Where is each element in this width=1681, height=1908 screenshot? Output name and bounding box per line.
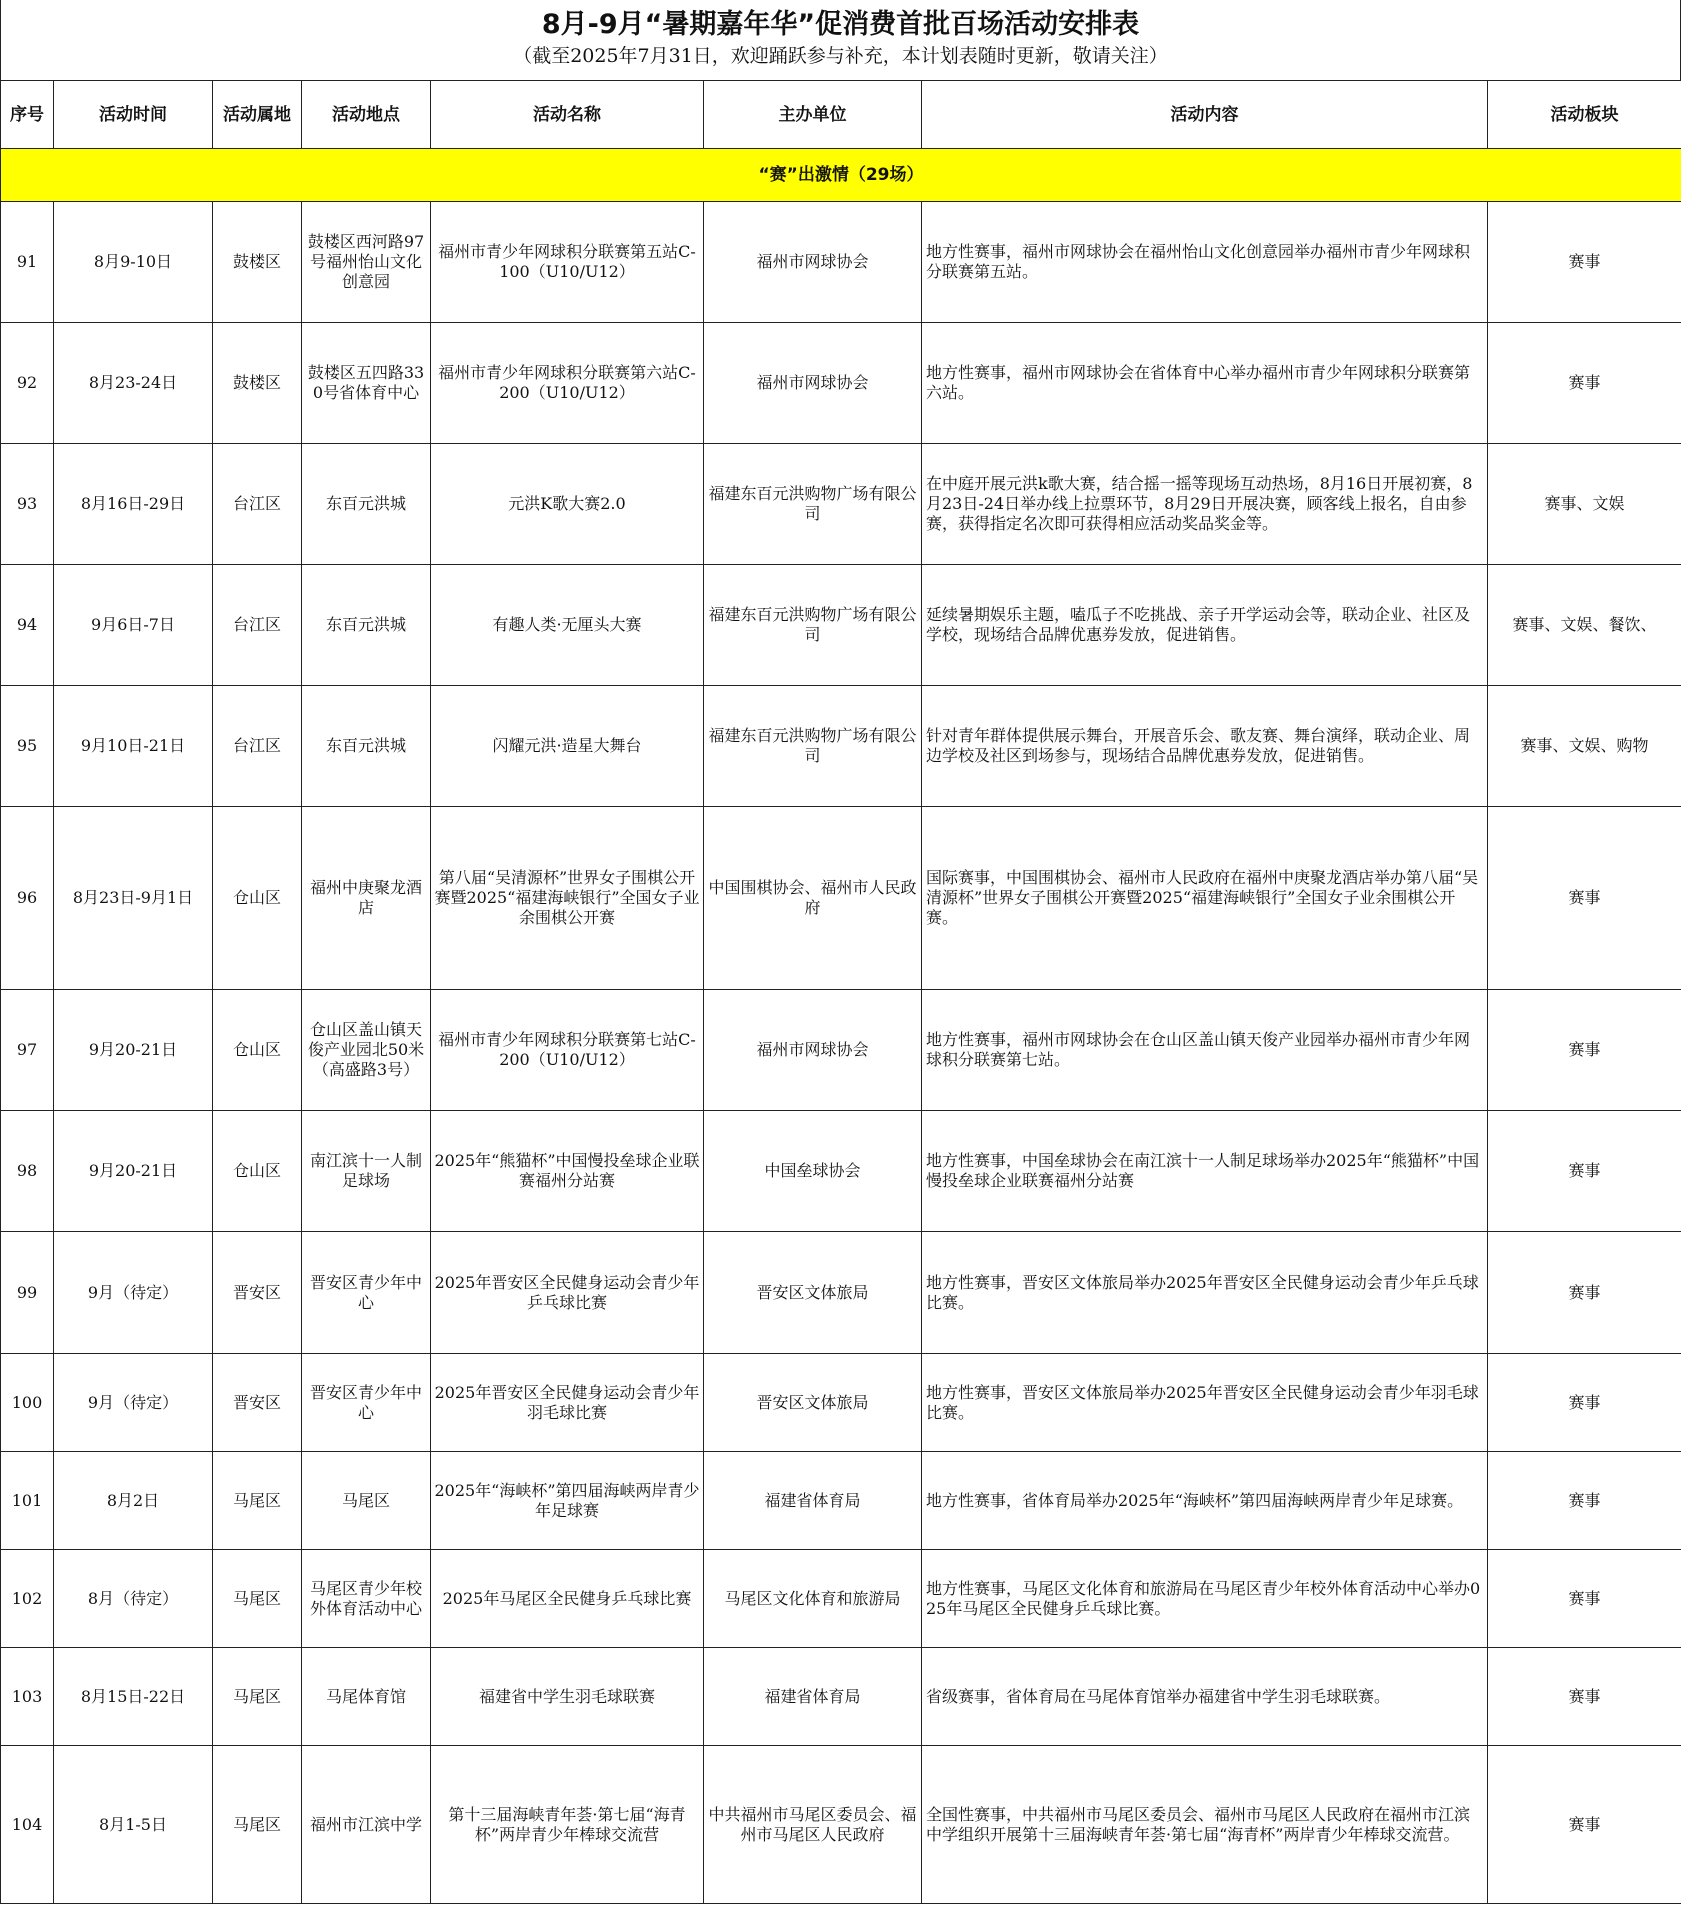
cell-time: 9月10日-21日 <box>54 686 213 807</box>
activity-table <box>0 80 1681 1904</box>
cell-content: 延续暑期娱乐主题，嗑瓜子不吃挑战、亲子开学运动会等，联动企业、社区及学校，现场结合品牌优惠券发放，促进销售。 <box>922 565 1488 686</box>
cell-name: 有趣人类·无厘头大赛 <box>431 565 704 686</box>
cell-no: 102 <box>1 1550 54 1648</box>
table-row <box>1 202 1681 323</box>
cell-no: 92 <box>1 323 54 444</box>
table-row <box>1 686 1681 807</box>
cell-no: 95 <box>1 686 54 807</box>
cell-name: 闪耀元洪·造星大舞台 <box>431 686 704 807</box>
column-header-content: 活动内容 <box>922 81 1488 149</box>
cell-district: 晋安区 <box>213 1232 302 1354</box>
cell-time: 9月20-21日 <box>54 990 213 1111</box>
column-header-category: 活动板块 <box>1488 81 1681 149</box>
cell-category: 赛事 <box>1488 1232 1681 1354</box>
cell-organizer: 福州市网球协会 <box>704 990 922 1111</box>
cell-name: 福建省中学生羽毛球联赛 <box>431 1648 704 1746</box>
cell-no: 94 <box>1 565 54 686</box>
table-row <box>1 1354 1681 1452</box>
cell-time: 8月1-5日 <box>54 1746 213 1904</box>
column-header-no: 序号 <box>1 81 54 149</box>
cell-category: 赛事、文娱、购物 <box>1488 686 1681 807</box>
cell-no: 100 <box>1 1354 54 1452</box>
cell-venue: 马尾区青少年校外体育活动中心 <box>302 1550 431 1648</box>
cell-no: 96 <box>1 807 54 990</box>
cell-venue: 晋安区青少年中心 <box>302 1232 431 1354</box>
cell-venue: 晋安区青少年中心 <box>302 1354 431 1452</box>
cell-time: 8月15日-22日 <box>54 1648 213 1746</box>
cell-organizer: 福建东百元洪购物广场有限公司 <box>704 565 922 686</box>
cell-district: 晋安区 <box>213 1354 302 1452</box>
cell-time: 9月（待定） <box>54 1232 213 1354</box>
table-row <box>1 1550 1681 1648</box>
cell-name: 2025年马尾区全民健身乒乓球比赛 <box>431 1550 704 1648</box>
column-header-district: 活动属地 <box>213 81 302 149</box>
cell-name: 第十三届海峡青年荟·第七届“海青杯”两岸青少年棒球交流营 <box>431 1746 704 1904</box>
table-row <box>1 990 1681 1111</box>
cell-content: 地方性赛事，福州市网球协会在福州怡山文化创意园举办福州市青少年网球积分联赛第五站。 <box>922 202 1488 323</box>
cell-category: 赛事 <box>1488 1354 1681 1452</box>
cell-organizer: 福建省体育局 <box>704 1452 922 1550</box>
cell-content: 地方性赛事，晋安区文体旅局举办2025年晋安区全民健身运动会青少年羽毛球比赛。 <box>922 1354 1488 1452</box>
cell-content: 地方性赛事，马尾区文化体育和旅游局在马尾区青少年校外体育活动中心举办025年马尾区全民健身乒乓球比赛。 <box>922 1550 1488 1648</box>
cell-category: 赛事 <box>1488 990 1681 1111</box>
table-row <box>1 1746 1681 1904</box>
cell-content: 地方性赛事，晋安区文体旅局举办2025年晋安区全民健身运动会青少年乒乓球比赛。 <box>922 1232 1488 1354</box>
cell-name: 第八届“吴清源杯”世界女子围棋公开赛暨2025“福建海峡银行”全国女子业余围棋公开赛 <box>431 807 704 990</box>
cell-venue: 鼓楼区五四路330号省体育中心 <box>302 323 431 444</box>
cell-venue: 鼓楼区西河路97号福州怡山文化创意园 <box>302 202 431 323</box>
cell-venue: 仓山区盖山镇天俊产业园北50米（高盛路3号） <box>302 990 431 1111</box>
cell-district: 台江区 <box>213 565 302 686</box>
page-subtitle: （截至2025年7月31日，欢迎踊跃参与补充，本计划表随时更新，敬请关注） <box>513 45 1168 67</box>
cell-content: 地方性赛事，福州市网球协会在省体育中心举办福州市青少年网球积分联赛第六站。 <box>922 323 1488 444</box>
cell-district: 马尾区 <box>213 1648 302 1746</box>
cell-content: 国际赛事，中国围棋协会、福州市人民政府在福州中庚聚龙酒店举办第八届“吴清源杯”世界女子围棋公开赛暨2025“福建海峡银行”全国女子业余围棋公开赛。 <box>922 807 1488 990</box>
cell-time: 8月2日 <box>54 1452 213 1550</box>
section-label: “赛”出激情（29场） <box>1 149 1681 202</box>
cell-name: 2025年晋安区全民健身运动会青少年乒乓球比赛 <box>431 1232 704 1354</box>
table-row <box>1 565 1681 686</box>
cell-district: 仓山区 <box>213 807 302 990</box>
cell-no: 97 <box>1 990 54 1111</box>
cell-no: 99 <box>1 1232 54 1354</box>
cell-name: 元洪K歌大赛2.0 <box>431 444 704 565</box>
cell-venue: 马尾体育馆 <box>302 1648 431 1746</box>
cell-category: 赛事 <box>1488 1746 1681 1904</box>
cell-organizer: 福建东百元洪购物广场有限公司 <box>704 444 922 565</box>
cell-content: 全国性赛事，中共福州市马尾区委员会、福州市马尾区人民政府在福州市江滨中学组织开展第十三届海峡青年荟·第七届“海青杯”两岸青少年棒球交流营。 <box>922 1746 1488 1904</box>
cell-name: 福州市青少年网球积分联赛第七站C-200（U10/U12） <box>431 990 704 1111</box>
cell-no: 101 <box>1 1452 54 1550</box>
table-row <box>1 1232 1681 1354</box>
cell-category: 赛事 <box>1488 1550 1681 1648</box>
cell-district: 仓山区 <box>213 990 302 1111</box>
table-row <box>1 323 1681 444</box>
cell-no: 103 <box>1 1648 54 1746</box>
table-row <box>1 1111 1681 1232</box>
column-header-venue: 活动地点 <box>302 81 431 149</box>
document-header <box>0 0 1681 80</box>
cell-name: 2025年晋安区全民健身运动会青少年羽毛球比赛 <box>431 1354 704 1452</box>
cell-name: 福州市青少年网球积分联赛第六站C-200（U10/U12） <box>431 323 704 444</box>
cell-time: 8月23-24日 <box>54 323 213 444</box>
cell-time: 9月6日-7日 <box>54 565 213 686</box>
cell-category: 赛事、文娱 <box>1488 444 1681 565</box>
cell-no: 91 <box>1 202 54 323</box>
cell-organizer: 福州市网球协会 <box>704 323 922 444</box>
table-row <box>1 1452 1681 1550</box>
cell-no: 98 <box>1 1111 54 1232</box>
cell-no: 104 <box>1 1746 54 1904</box>
cell-organizer: 福州市网球协会 <box>704 202 922 323</box>
table-row <box>1 1648 1681 1746</box>
cell-organizer: 中国垒球协会 <box>704 1111 922 1232</box>
cell-venue: 南江滨十一人制足球场 <box>302 1111 431 1232</box>
cell-time: 8月23日-9月1日 <box>54 807 213 990</box>
cell-category: 赛事 <box>1488 202 1681 323</box>
cell-content: 针对青年群体提供展示舞台，开展音乐会、歌友赛、舞台演绎，联动企业、周边学校及社区到场参与，现场结合品牌优惠券发放，促进销售。 <box>922 686 1488 807</box>
column-header-organizer: 主办单位 <box>704 81 922 149</box>
cell-venue: 马尾区 <box>302 1452 431 1550</box>
cell-name: 福州市青少年网球积分联赛第五站C-100（U10/U12） <box>431 202 704 323</box>
cell-time: 8月（待定） <box>54 1550 213 1648</box>
cell-content: 地方性赛事，福州市网球协会在仓山区盖山镇天俊产业园举办福州市青少年网球积分联赛第七站。 <box>922 990 1488 1111</box>
cell-venue: 东百元洪城 <box>302 686 431 807</box>
cell-time: 8月16日-29日 <box>54 444 213 565</box>
cell-district: 马尾区 <box>213 1746 302 1904</box>
cell-organizer: 中共福州市马尾区委员会、福州市马尾区人民政府 <box>704 1746 922 1904</box>
cell-name: 2025年“海峡杯”第四届海峡两岸青少年足球赛 <box>431 1452 704 1550</box>
cell-organizer: 福建省体育局 <box>704 1648 922 1746</box>
cell-organizer: 中国围棋协会、福州市人民政府 <box>704 807 922 990</box>
page-title: 8月-9月“暑期嘉年华”促消费首批百场活动安排表 <box>541 9 1140 40</box>
cell-category: 赛事 <box>1488 1111 1681 1232</box>
cell-name: 2025年“熊猫杯”中国慢投垒球企业联赛福州分站赛 <box>431 1111 704 1232</box>
cell-content: 地方性赛事，中国垒球协会在南江滨十一人制足球场举办2025年“熊猫杯”中国慢投垒球企业联赛福州分站赛 <box>922 1111 1488 1232</box>
cell-organizer: 晋安区文体旅局 <box>704 1232 922 1354</box>
table-row <box>1 807 1681 990</box>
cell-time: 9月（待定） <box>54 1354 213 1452</box>
cell-no: 93 <box>1 444 54 565</box>
cell-district: 鼓楼区 <box>213 202 302 323</box>
cell-category: 赛事 <box>1488 1452 1681 1550</box>
table-header-row <box>1 81 1681 149</box>
cell-time: 9月20-21日 <box>54 1111 213 1232</box>
cell-venue: 福州市江滨中学 <box>302 1746 431 1904</box>
section-row <box>1 149 1681 202</box>
cell-venue: 东百元洪城 <box>302 565 431 686</box>
cell-time: 8月9-10日 <box>54 202 213 323</box>
column-header-time: 活动时间 <box>54 81 213 149</box>
column-header-name: 活动名称 <box>431 81 704 149</box>
cell-venue: 东百元洪城 <box>302 444 431 565</box>
cell-district: 仓山区 <box>213 1111 302 1232</box>
cell-organizer: 福建东百元洪购物广场有限公司 <box>704 686 922 807</box>
cell-category: 赛事 <box>1488 807 1681 990</box>
cell-content: 省级赛事，省体育局在马尾体育馆举办福建省中学生羽毛球联赛。 <box>922 1648 1488 1746</box>
cell-district: 马尾区 <box>213 1452 302 1550</box>
table-row <box>1 444 1681 565</box>
cell-district: 台江区 <box>213 686 302 807</box>
cell-district: 台江区 <box>213 444 302 565</box>
cell-district: 马尾区 <box>213 1550 302 1648</box>
cell-content: 地方性赛事，省体育局举办2025年“海峡杯”第四届海峡两岸青少年足球赛。 <box>922 1452 1488 1550</box>
cell-content: 在中庭开展元洪k歌大赛，结合摇一摇等现场互动热场，8月16日开展初赛，8月23日-24日举办线上拉票环节，8月29日开展决赛，顾客线上报名，自由参赛，获得指定名次即可获得相应活动奖品奖金等。 <box>922 444 1488 565</box>
cell-category: 赛事 <box>1488 323 1681 444</box>
cell-organizer: 马尾区文化体育和旅游局 <box>704 1550 922 1648</box>
cell-category: 赛事 <box>1488 1648 1681 1746</box>
cell-district: 鼓楼区 <box>213 323 302 444</box>
cell-category: 赛事、文娱、餐饮、 <box>1488 565 1681 686</box>
cell-organizer: 晋安区文体旅局 <box>704 1354 922 1452</box>
cell-venue: 福州中庚聚龙酒店 <box>302 807 431 990</box>
